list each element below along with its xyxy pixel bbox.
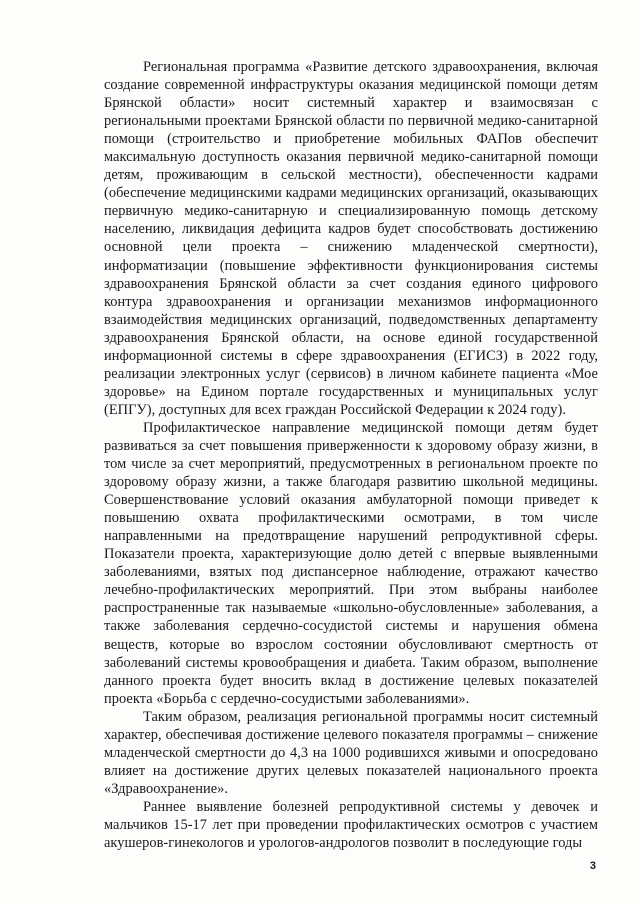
paragraph-early-detection: Раннее выявление болезней репродуктивной системы у девочек и мальчиков 15-17 лет при проведении профилактических осмотров с участием акушеров-гинекологов и урологов-андрологов позволит в последующие годы	[104, 798, 598, 852]
paragraph-regional-program: Региональная программа «Развитие детского здравоохранения, включая создание современной инфраструктуры оказания медицинской помощи детям Брянской области» носит системный характер и взаимосвязан с региональными проектами Брянской области по первичной медико-санитарной помощи (строительство и приобретение мобильных ФАПов обеспечит максимальную доступность оказания первичной медико-санитарной помощи детям, проживающим в сельской местности), обеспеченности кадрами (обеспечение медицинскими кадрами медицинских организаций, оказывающих первичную медико-санитарную и специализированную помощь детскому населению, ликвидация дефицита кадров будет способствовать достижению основной цели проекта – снижению младенческой смертности), информатизации (повышение эффективности функционирования системы здравоохранения Брянской области за счет создания единого цифрового контура здравоохранения и организации механизмов информационного взаимодействия медицинских организаций, подведомственных департаменту здравоохранения Брянской области, на основе единой государственной информационной системы в сфере здравоохранения (ЕГИСЗ) в 2022 году, реализации электронных услуг (сервисов) в личном кабинете пациента «Мое здоровье» на Едином портале государственных и муниципальных услуг (ЕПГУ), доступных для всех граждан Российской Федерации к 2024 году).	[104, 59, 598, 418]
paragraph-preventive-direction: Профилактическое направление медицинской помощи детям будет развиваться за счет повышения приверженности к здоровому образу жизни, в том числе за счет мероприятий, предусмотренных в региональном проекте по здоровому образу жизни, а также благодаря развитию школьной медицины. Совершенствование условий оказания амбулаторной помощи приведет к повышению охвата профилактическими осмотрами, в том числе направленными на предотвращение нарушений репродуктивной сферы. Показатели проекта, характеризующие долю детей с впервые выявленными заболеваниями, взятых под диспансерное наблюдение, отражают качество лечебно-профилактических мероприятий. При этом выбраны наиболее распространенные так называемые «школьно-обусловленные» заболевания, а также заболевания сердечно-сосудистой системы и нарушения обмена веществ, которые во взрослом состоянии обусловливают смертность от заболеваний системы кровообращения и диабета. Таким образом, выполнение данного проекта будет вносить вклад в достижение целевых показателей проекта «Борьба с сердечно-сосудистыми заболеваниями».	[104, 419, 598, 707]
document-body	[104, 58, 598, 852]
paragraph-conclusion: Таким образом, реализация региональной программы носит системный характер, обеспечивая достижение целевого показателя программы – снижение младенческой смертности до 4,3 на 1000 родившихся живыми и опосредовано влияет на достижение других целевых показателей национального проекта «Здравоохранение».	[104, 708, 598, 797]
page-number: 3	[589, 860, 596, 872]
